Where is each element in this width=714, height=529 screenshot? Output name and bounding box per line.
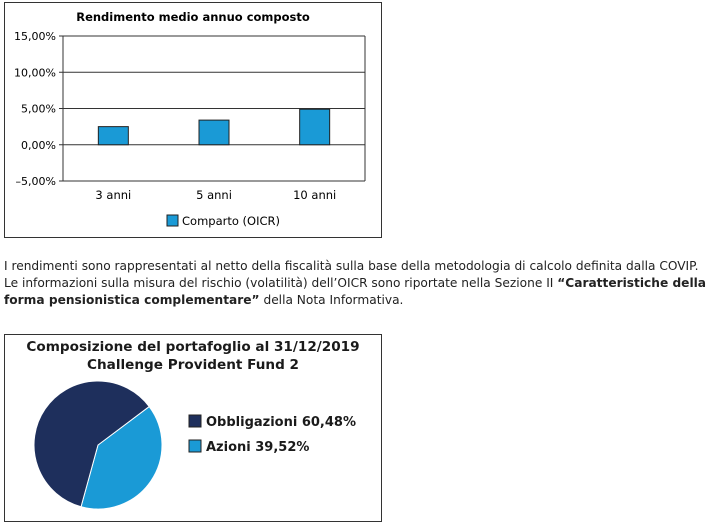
legend-swatch-obbligazioni	[189, 415, 201, 427]
x-tick-label: 10 anni	[293, 188, 337, 202]
legend-swatch-azioni	[189, 440, 201, 452]
pie-chart-title-line-2: Challenge Provident Fund 2	[87, 357, 299, 373]
pie-chart-title-line-1: Composizione del portafoglio al 31/12/2019	[26, 339, 360, 355]
bar-chart-x-axis	[95, 188, 336, 202]
performance-note	[4, 258, 712, 309]
y-tick-label: –5,00%	[15, 175, 56, 188]
bar-chart-panel	[4, 2, 382, 238]
note-line-2	[4, 275, 712, 309]
bar-5-anni	[199, 120, 229, 145]
bar-3-anni	[98, 127, 128, 145]
bar-chart-title: Rendimento medio annuo composto	[76, 10, 310, 24]
bar-chart-bars	[98, 109, 329, 145]
pie-chart-legend	[189, 415, 356, 455]
legend-swatch-comparto	[167, 215, 178, 226]
bar-chart	[5, 3, 381, 237]
y-tick-label: 10,00%	[14, 66, 56, 80]
note-line-2-bold: “Caratteristiche della forma pensionistica complementare”	[4, 276, 707, 307]
legend-label-azioni: Azioni 39,52%	[206, 440, 310, 455]
note-line-2-end: della Nota Informativa.	[259, 293, 404, 307]
legend-label-obbligazioni: Obbligazioni 60,48%	[206, 415, 356, 430]
pie-chart	[5, 335, 381, 521]
pie-chart-panel	[4, 334, 382, 522]
y-tick-label: 5,00%	[21, 102, 56, 116]
note-line-1: I rendimenti sono rappresentati al netto della fiscalità sulla base della metodologia di calcolo definita dalla COVIP.	[4, 259, 699, 273]
pie-chart-slices	[34, 381, 162, 509]
legend-label-comparto: Comparto (OICR)	[182, 214, 280, 228]
x-tick-label: 5 anni	[196, 188, 232, 202]
bar-chart-grid	[63, 36, 365, 181]
note-line-2-start: Le informazioni sulla misura del rischio (volatilità) dell’OICR sono riportate nella Sezione II	[4, 276, 558, 290]
y-tick-label: 0,00%	[21, 138, 56, 152]
bar-10-anni	[300, 109, 330, 145]
bar-chart-legend	[167, 214, 280, 228]
bar-chart-y-axis	[14, 30, 63, 188]
y-tick-label: 15,00%	[14, 30, 56, 43]
x-tick-label: 3 anni	[95, 188, 132, 202]
